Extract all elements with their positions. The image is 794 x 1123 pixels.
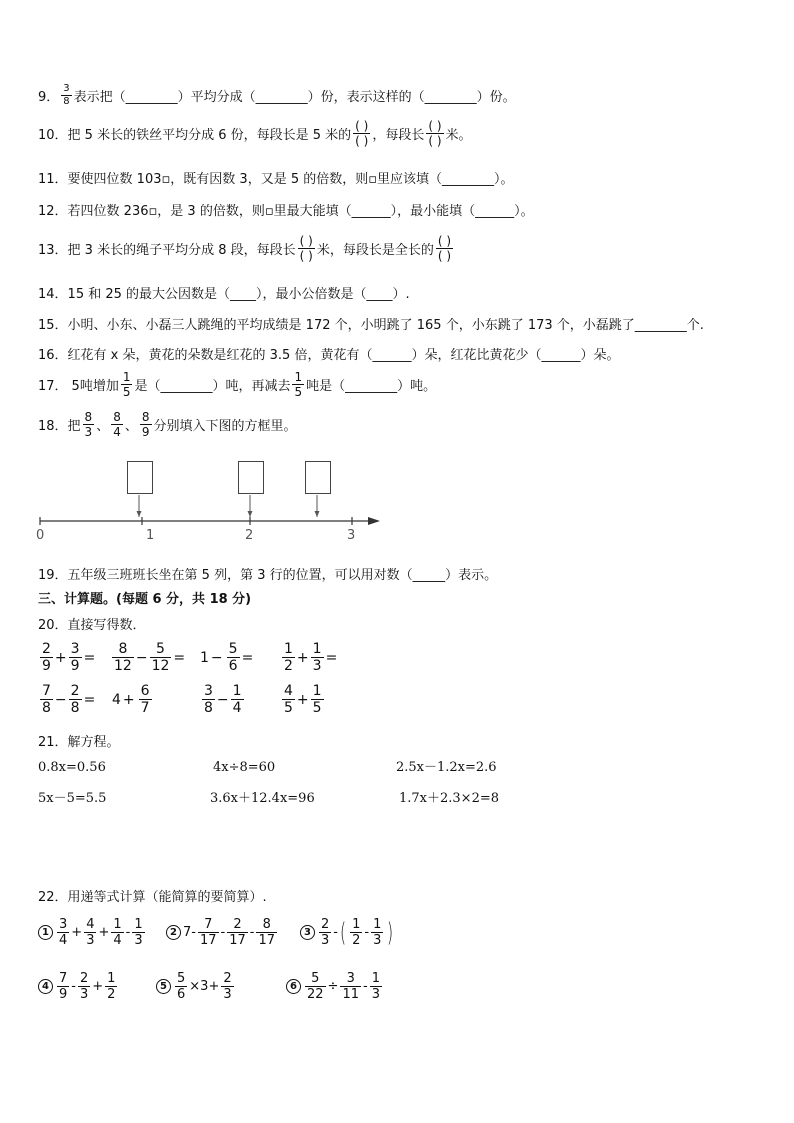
q21-title: 21．解方程。 <box>38 735 120 750</box>
pointer-arrow-icon <box>137 511 142 517</box>
q17-text-2: 是（________）吨，再减去 <box>134 379 291 394</box>
q22-expr-2: 2 7- $\frac{7}{17}$ - $\frac{2}{17}$ - $\frac{8}{17}$ <box>166 918 279 947</box>
q18-sep-2: 、 <box>124 419 138 434</box>
equation-4: 5x－5=5.5 <box>38 791 107 806</box>
q13-fraction-1: $\frac{( )}{( )}$ <box>299 234 313 263</box>
q12-text: 12．若四位数 236▫，是 3 的倍数，则▫里最大能填（______），最小能填（______）。 <box>38 204 534 219</box>
tick-label-3: 3 <box>347 528 356 543</box>
pointer-arrow-icon <box>315 511 320 517</box>
q20-item-5: $\frac{7}{8}$ − $\frac{2}{8}$ = <box>42 683 96 716</box>
q11-text: 11．要使四位数 103▫，既有因数 3，又是 5 的倍数，则▫里应该填（________）。 <box>38 172 514 187</box>
equation-2: 4x÷8=60 <box>213 760 276 775</box>
question-21-title <box>38 731 120 750</box>
question-22-title <box>38 886 267 905</box>
q22-title: 22．用递等式计算（能简算的要简算）. <box>38 890 267 905</box>
circled-2: 2 <box>166 925 181 940</box>
q20-title: 20．直接写得数． <box>38 618 146 633</box>
q22-expr-6: 6 $\frac{5}{22}$ ÷ $\frac{3}{11}$ - $\frac{1}{3}$ <box>286 972 384 1001</box>
q18-fraction-3: $\frac{8}{9}$ <box>141 410 150 439</box>
q20-item-1: $\frac{2}{9}$ + $\frac{3}{9}$ = <box>42 641 96 674</box>
number-line-figure <box>38 455 388 545</box>
circled-4: 4 <box>38 979 53 994</box>
question-11 <box>38 168 514 187</box>
q10-text-2: ，每段长 <box>372 128 425 143</box>
question-19 <box>38 564 497 583</box>
q18-text-1: 18．把 <box>38 419 81 434</box>
q22-expr-4: 4 $\frac{7}{9}$ - $\frac{2}{3}$ + $\frac{1}{2}$ <box>38 972 119 1001</box>
circled-1: 1 <box>38 925 53 940</box>
tick-label-1: 1 <box>146 528 155 543</box>
q20-item-6: 4 + $\frac{6}{7}$ <box>112 683 150 716</box>
equation-6: 1.7x＋2.3×2=8 <box>399 791 500 806</box>
equation-5: 3.6x＋12.4x=96 <box>210 791 315 806</box>
q15-text: 15．小明、小东、小磊三人跳绳的平均成绩是 172 个，小明跳了 165 个，小东跳了 173 个，小磊跳了________个. <box>38 318 704 333</box>
equation-3: 2.5x－1.2x=2.6 <box>396 760 497 775</box>
equation-1: 0.8x=0.56 <box>38 760 106 775</box>
q20-item-8: $\frac{4}{5}$ + $\frac{1}{5}$ <box>284 683 322 716</box>
q22-expr-1: 1 $\frac{3}{4}$ + $\frac{4}{3}$ + $\frac{1}{4}$ - $\frac{1}{3}$ <box>38 918 147 947</box>
pointer-arrow-icon <box>248 511 253 517</box>
question-13 <box>38 235 455 262</box>
question-16 <box>38 344 619 363</box>
q13-text-2: 米，每段长是全长的 <box>316 243 434 258</box>
q10-text-3: 米。 <box>445 128 472 143</box>
circled-5: 5 <box>156 979 171 994</box>
question-14 <box>38 283 410 302</box>
q22-expr-5: 5 $\frac{5}{6}$ ×3+ $\frac{2}{3}$ <box>156 972 236 1001</box>
question-20-title <box>38 614 146 633</box>
section-3-title: 三、计算题。(每题 6 分，共 18 分) <box>38 592 252 607</box>
q18-sep-1: 、 <box>96 419 110 434</box>
q17-number: 17． <box>38 379 68 394</box>
q18-fraction-1: $\frac{8}{3}$ <box>84 410 93 439</box>
q13-text-1: 13．把 3 米长的绳子平均分成 8 段，每段长 <box>38 243 296 258</box>
q20-item-3: 1 − $\frac{5}{6}$ = <box>200 641 254 674</box>
question-18 <box>38 411 297 438</box>
q9-number: 9． <box>38 90 60 105</box>
q17-text-3: 吨是（________）吨。 <box>306 379 437 394</box>
q18-text-2: 分别填入下图的方框里。 <box>153 419 297 434</box>
q13-fraction-2: $\frac{( )}{( )}$ <box>437 234 452 263</box>
question-12 <box>38 200 534 219</box>
tick-label-0: 0 <box>36 528 45 543</box>
q9-text: 表示把（________）平均分成（________）份，表示这样的（________）份。 <box>73 90 516 105</box>
circled-3: 3 <box>300 925 315 940</box>
q16-text: 16．红花有 x 朵，黄花的朵数是红花的 3.5 倍，黄花有（______）朵，红花比黄花少（______）朵。 <box>38 348 620 363</box>
q22-expr-3: 3 $\frac{2}{3}$ - ( $\frac{1}{2}$ - $\frac{1}{3}$ ) <box>300 918 396 947</box>
q14-text: 14．15 和 25 的最大公因数是（____），最小公倍数是（____）. <box>38 287 410 302</box>
question-10 <box>38 120 472 147</box>
q9-fraction: $\frac{3}{8}$ <box>63 83 70 107</box>
q17-fraction-1: $\frac{1}{5}$ <box>122 370 131 399</box>
q18-fraction-2: $\frac{8}{4}$ <box>113 410 121 439</box>
q17-fraction-2: $\frac{1}{5}$ <box>294 370 303 399</box>
question-9 <box>38 84 516 107</box>
circled-6: 6 <box>286 979 301 994</box>
q20-item-4: $\frac{1}{2}$ + $\frac{1}{3}$ = <box>284 641 338 674</box>
q10-fraction-2: $\frac{( )}{( )}$ <box>428 119 442 148</box>
question-15 <box>38 314 704 333</box>
q10-fraction-1: $\frac{( )}{( )}$ <box>355 119 369 148</box>
tick-label-2: 2 <box>245 528 254 543</box>
q10-text-1: 10．把 5 米长的铁丝平均分成 6 份，每段长是 5 米的 <box>38 128 352 143</box>
number-line <box>38 455 388 545</box>
q20-item-2: $\frac{8}{12}$ − $\frac{5}{12}$ = <box>114 641 186 674</box>
q20-item-7: $\frac{3}{8}$ − $\frac{1}{4}$ <box>204 683 242 716</box>
q17-text-1: 5吨增加 <box>71 379 119 394</box>
section-title <box>38 588 251 607</box>
q19-text: 19．五年级三班班长坐在第 5 列，第 3 行的位置，可以用对数（_____）表示。 <box>38 568 498 583</box>
question-17 <box>38 371 436 398</box>
arrow-head-icon <box>368 517 380 525</box>
